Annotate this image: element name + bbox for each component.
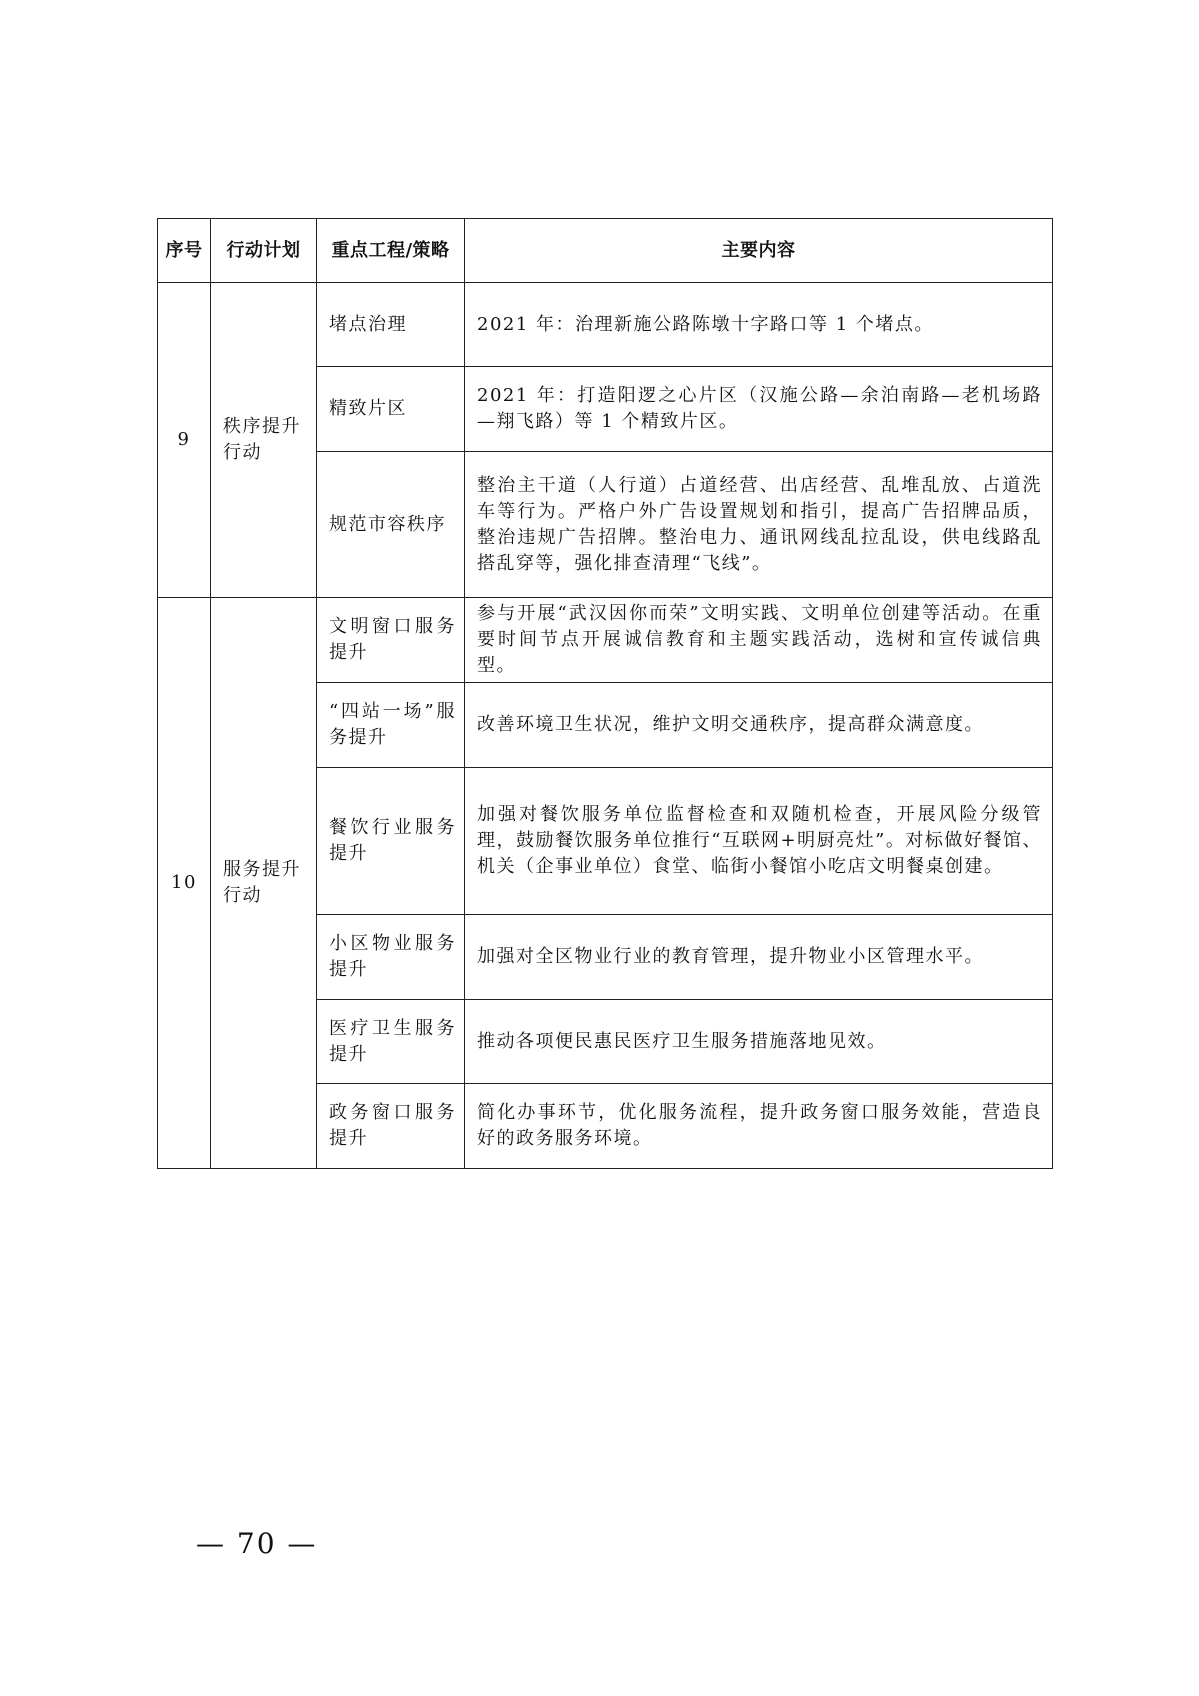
action-plan-table bbox=[157, 218, 1053, 1169]
row-content: 简化办事环节，优化服务流程，提升政务窗口服务效能，营造良好的政务服务环境。 bbox=[465, 1084, 1053, 1169]
row-action: 秩序提升行动 bbox=[211, 283, 317, 598]
row-project: 堵点治理 bbox=[317, 283, 465, 367]
row-content: 推动各项便民惠民医疗卫生服务措施落地见效。 bbox=[465, 1000, 1053, 1084]
page-number: — 70 — bbox=[196, 1527, 318, 1560]
row-project: 小区物业服务提升 bbox=[317, 915, 465, 1000]
row-no: 9 bbox=[158, 283, 211, 598]
table-row bbox=[158, 283, 1053, 367]
row-content: 2021 年：治理新施公路陈墩十字路口等 1 个堵点。 bbox=[465, 283, 1053, 367]
row-project: “四站一场”服务提升 bbox=[317, 683, 465, 768]
row-content: 加强对全区物业行业的教育管理，提升物业小区管理水平。 bbox=[465, 915, 1053, 1000]
header-row bbox=[158, 219, 1053, 283]
row-project: 政务窗口服务提升 bbox=[317, 1084, 465, 1169]
table-row bbox=[158, 598, 1053, 683]
row-no: 10 bbox=[158, 598, 211, 1169]
row-action: 服务提升行动 bbox=[211, 598, 317, 1169]
header-no: 序号 bbox=[158, 219, 211, 283]
row-project: 医疗卫生服务提升 bbox=[317, 1000, 465, 1084]
row-content: 加强对餐饮服务单位监督检查和双随机检查，开展风险分级管理，鼓励餐饮服务单位推行“互联网+明厨亮灶”。对标做好餐馆、机关（企事业单位）食堂、临街小餐馆小吃店文明餐桌创建。 bbox=[465, 768, 1053, 915]
row-project: 餐饮行业服务提升 bbox=[317, 768, 465, 915]
row-content: 改善环境卫生状况，维护文明交通秩序，提高群众满意度。 bbox=[465, 683, 1053, 768]
row-content: 整治主干道（人行道）占道经营、出店经营、乱堆乱放、占道洗车等行为。严格户外广告设置规划和指引，提高广告招牌品质，整治违规广告招牌。整治电力、通讯网线乱拉乱设，供电线路乱搭乱穿等，强化排查清理“飞线”。 bbox=[465, 452, 1053, 598]
row-content: 参与开展“武汉因你而荣”文明实践、文明单位创建等活动。在重要时间节点开展诚信教育和主题实践活动，选树和宣传诚信典型。 bbox=[465, 598, 1053, 683]
header-action: 行动计划 bbox=[211, 219, 317, 283]
row-project: 精致片区 bbox=[317, 367, 465, 452]
row-project: 规范市容秩序 bbox=[317, 452, 465, 598]
header-content: 主要内容 bbox=[465, 219, 1053, 283]
row-content: 2021 年：打造阳逻之心片区（汉施公路—余泊南路—老机场路—翔飞路）等 1 个精致片区。 bbox=[465, 367, 1053, 452]
row-project: 文明窗口服务提升 bbox=[317, 598, 465, 683]
header-project: 重点工程/策略 bbox=[317, 219, 465, 283]
